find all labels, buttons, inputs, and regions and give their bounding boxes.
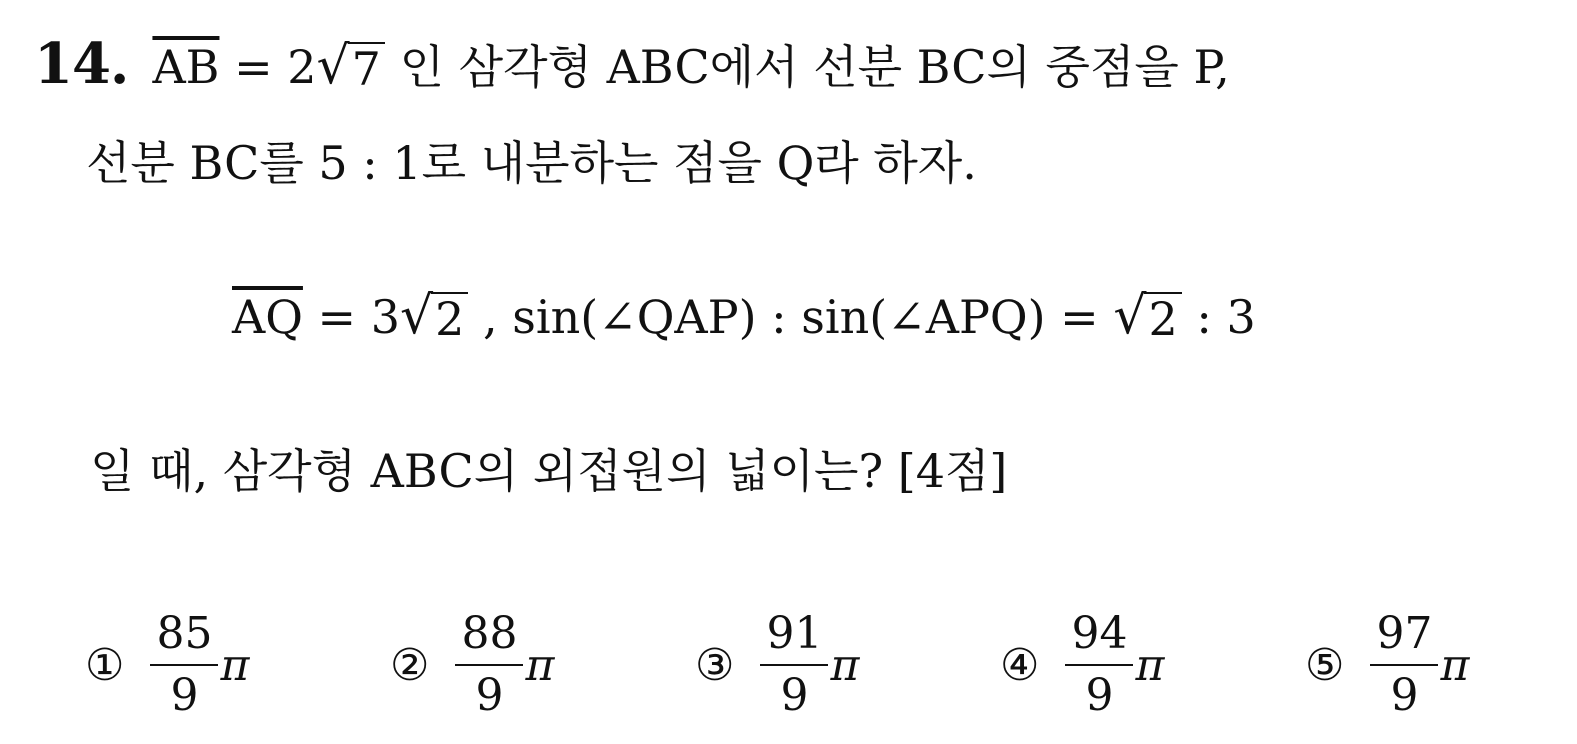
fraction — [1370, 608, 1438, 721]
choice-2[interactable] — [390, 600, 554, 730]
sqrt-two-a — [400, 286, 468, 346]
line-1-text: 인 삼각형 ABC에서 선분 BC의 중점을 P, — [384, 40, 1230, 94]
ratio-tail: : 3 — [1181, 290, 1256, 344]
question-line: 일 때, 삼각형 ABC의 외접원의 넓이는? [4점] — [90, 444, 1008, 498]
choice-5[interactable] — [1305, 600, 1469, 730]
pi-symbol: π — [220, 639, 250, 691]
denominator: 9 — [475, 670, 504, 721]
radicand: 2 — [431, 292, 468, 342]
numerator: 85 — [150, 612, 218, 666]
choice-mark: ② — [390, 639, 430, 691]
sqrt-seven — [316, 36, 385, 96]
radical-sign: √ — [400, 286, 434, 346]
choice-mark: ⑤ — [1305, 639, 1345, 691]
choice-mark: ③ — [695, 639, 735, 691]
radicand: 2 — [1144, 292, 1181, 342]
fraction — [760, 608, 828, 721]
denominator: 9 — [780, 670, 809, 721]
sine-ratio: , sin(∠QAP) : sin(∠APQ) = — [468, 290, 1114, 344]
sqrt-two-b — [1113, 286, 1181, 346]
denominator: 9 — [170, 670, 199, 721]
problem-number: 14. — [34, 31, 129, 97]
pi-symbol: π — [525, 639, 555, 691]
segment-ab: $\overline{AB}$ — [152, 40, 220, 94]
condition-line — [232, 286, 1256, 346]
radical-sign: √ — [316, 36, 350, 96]
problem-line-1 — [34, 31, 1230, 97]
fraction — [1065, 608, 1133, 721]
choice-1[interactable] — [85, 600, 249, 730]
fraction — [455, 608, 523, 721]
numerator: 91 — [760, 612, 828, 666]
radical-sign: √ — [1113, 286, 1147, 346]
denominator: 9 — [1085, 670, 1114, 721]
equals-three: = 3 — [302, 290, 400, 344]
pi-symbol: π — [1440, 639, 1470, 691]
pi-symbol: π — [1135, 639, 1165, 691]
fraction — [150, 608, 218, 721]
problem-line-2: 선분 BC를 5 : 1로 내분하는 점을 Q라 하자. — [86, 136, 977, 190]
radicand: 7 — [348, 42, 385, 92]
pi-symbol: π — [830, 639, 860, 691]
choice-3[interactable] — [695, 600, 859, 730]
equals-two: = 2 — [219, 40, 317, 94]
numerator: 97 — [1370, 612, 1438, 666]
numerator: 88 — [455, 612, 523, 666]
answer-choices — [85, 600, 1525, 730]
denominator: 9 — [1390, 670, 1419, 721]
choice-4[interactable] — [1000, 600, 1164, 730]
segment-aq: $\overline{AQ}$ — [232, 290, 303, 344]
choice-mark: ④ — [1000, 639, 1040, 691]
choice-mark: ① — [85, 639, 125, 691]
numerator: 94 — [1065, 612, 1133, 666]
